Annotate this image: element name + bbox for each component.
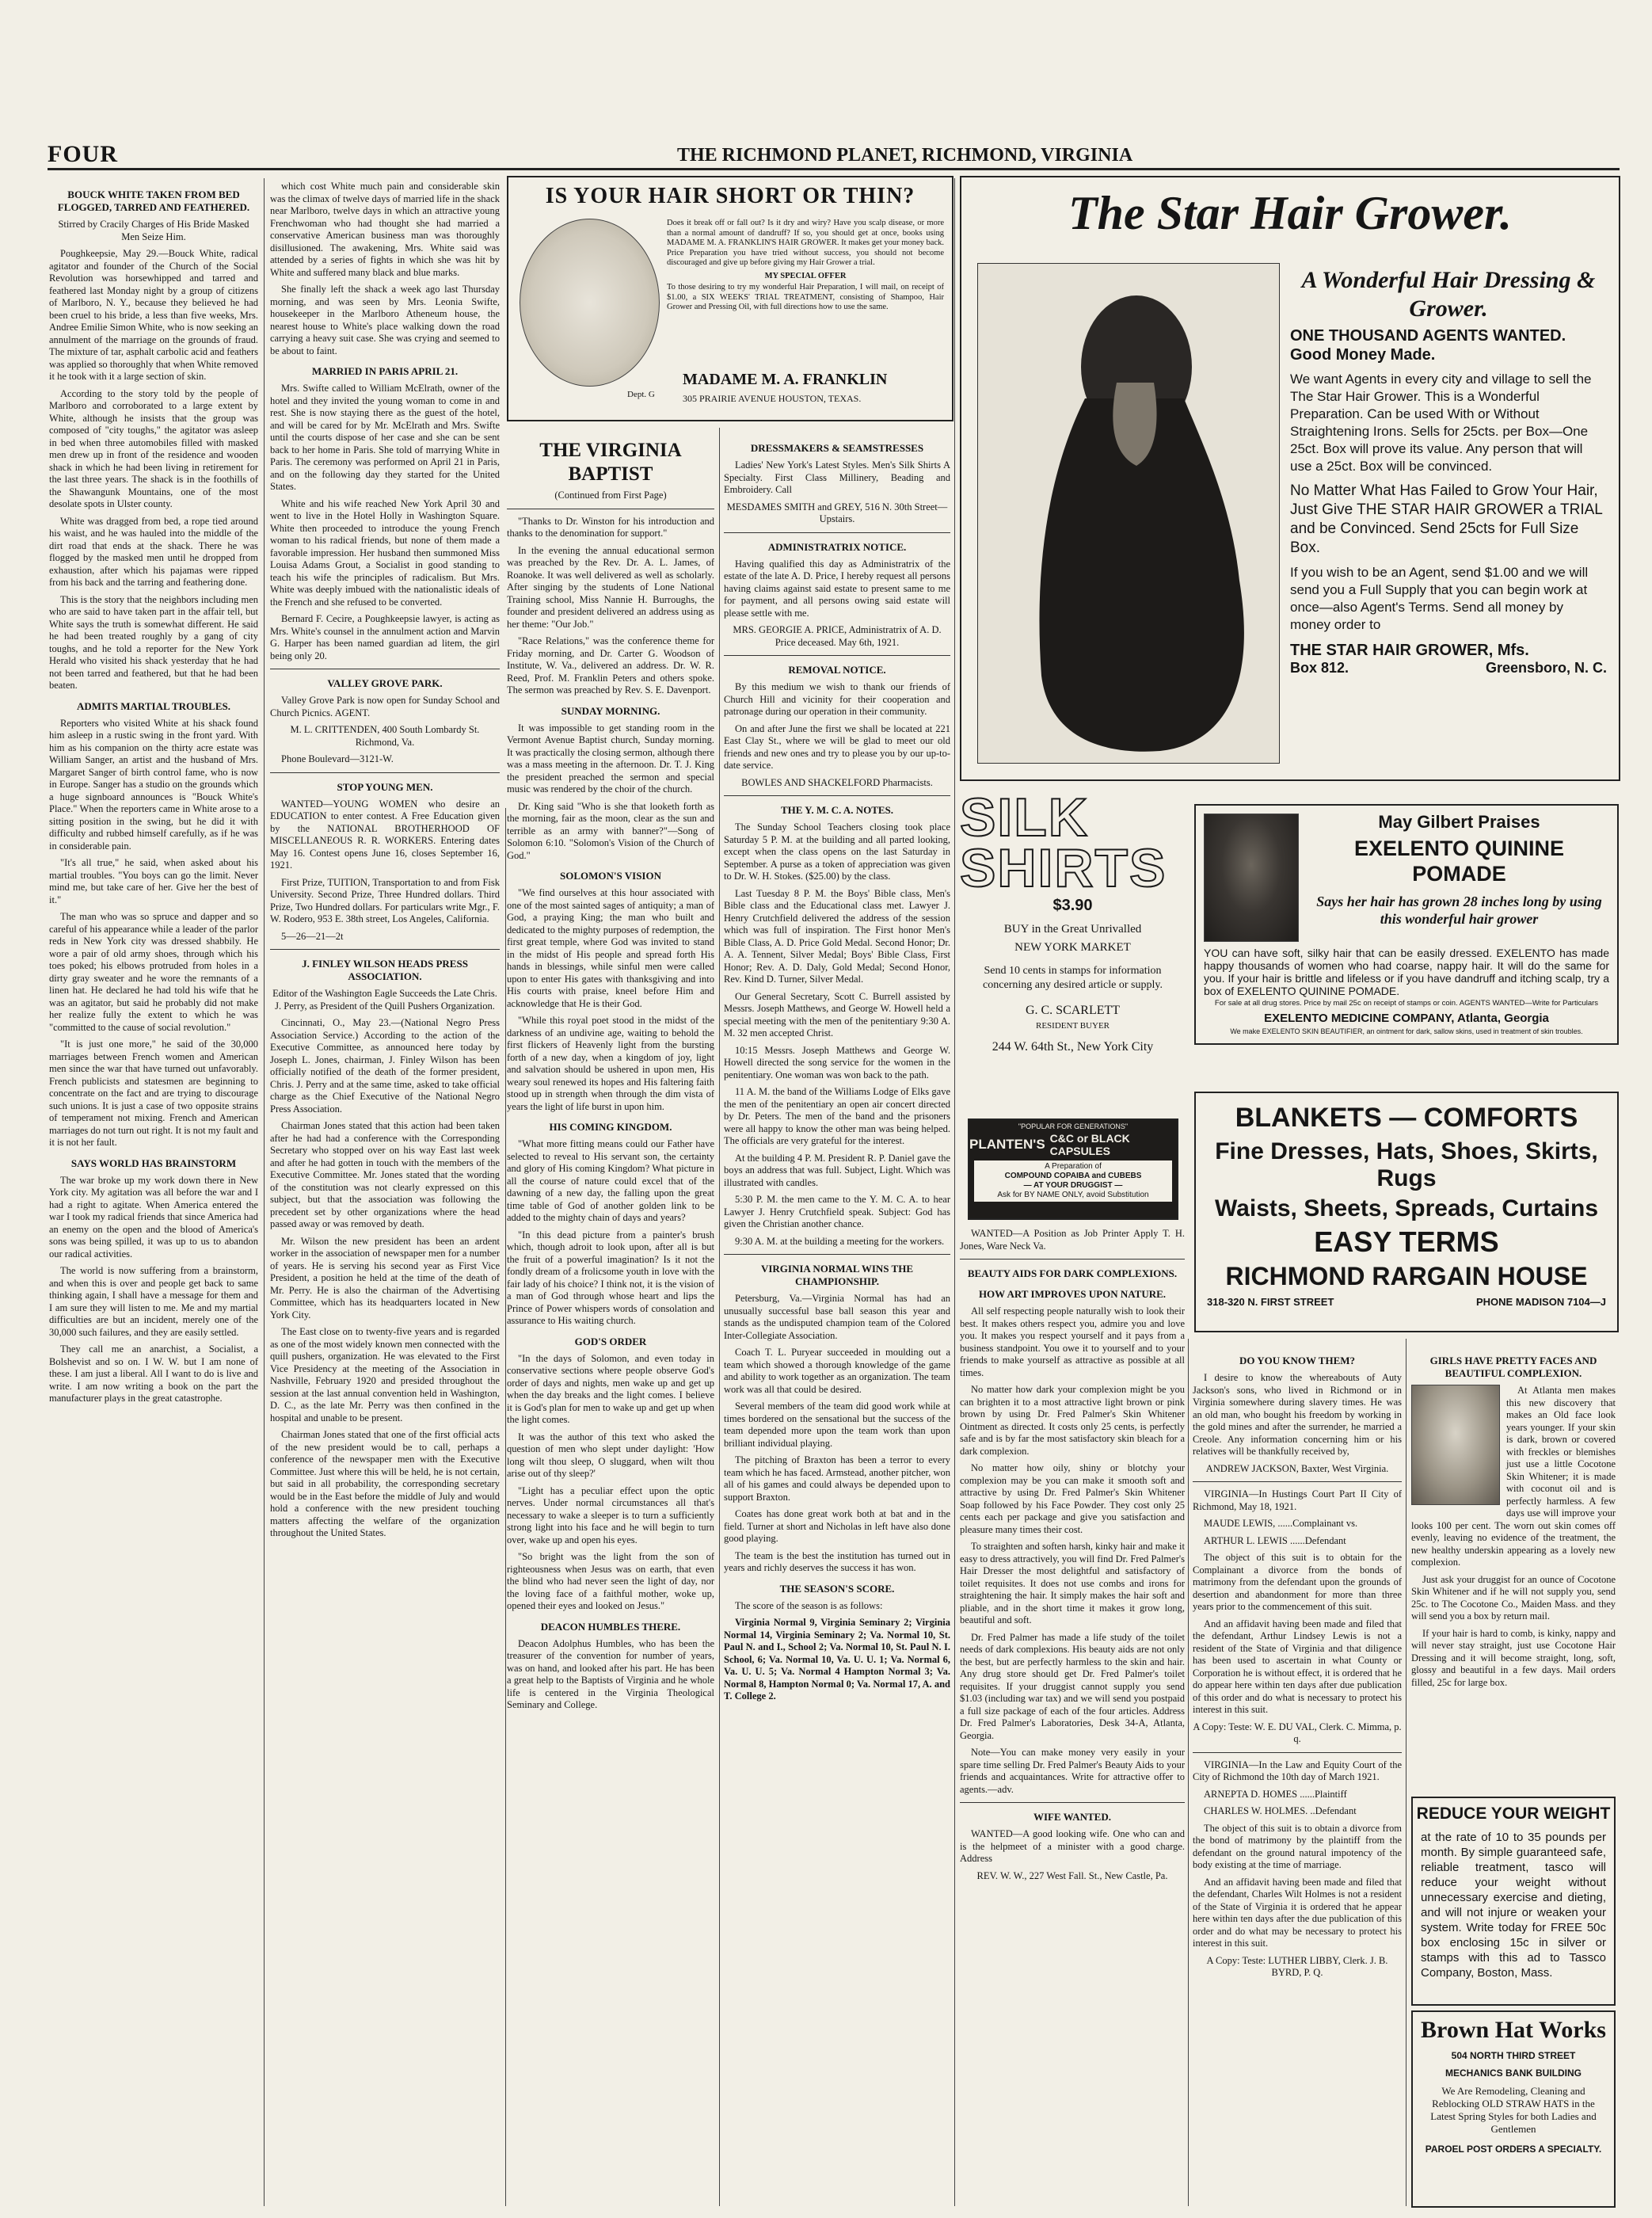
article-paragraph: 5:30 P. M. the men came to the Y. M. C. A. to hear Lawyer J. Henry Crutchfield speak. Subject: God has given the Christian another chance. bbox=[724, 1194, 950, 1229]
cocotone-ad bbox=[1411, 1347, 1616, 1790]
hair-short-ad bbox=[507, 176, 954, 421]
legal-signature: A Copy: Teste: LUTHER LIBBY, Clerk. J. B. BYRD, P. Q. bbox=[1206, 1954, 1388, 1978]
ad-line: Waists, Sheets, Spreads, Curtains bbox=[1214, 1195, 1599, 1221]
legal-notice: VIRGINIA—In the Law and Equity Court of the City of Richmond the 10th day of March 1921. bbox=[1193, 1759, 1402, 1782]
section-heading: BEAUTY AIDS FOR DARK COMPLEXIONS. bbox=[967, 1267, 1178, 1279]
section-heading: HIS COMING KINGDOM. bbox=[549, 1121, 672, 1133]
article-paragraph: Several members of the team did good work while at times bordered on the sensational but the success of the team depended more upon the team work than upon brilliant individual playing. bbox=[724, 1401, 950, 1449]
article-paragraph: "Thanks to Dr. Winston for his introduction and thanks to the denomination for support." bbox=[507, 515, 714, 539]
divider bbox=[960, 1802, 1185, 1803]
article-paragraph: In the evening the annual educational sermon was preached by the Rev. Dr. A. L. James, of Roanoke. It was well delivered as well as scholarly. After singing by the students of Lone National Training school, Miss Nannie H. Burroughs, the founder and president delivered an address using as her theme: "Our Job." bbox=[507, 544, 714, 630]
section-heading: ADMINISTRATRIX NOTICE. bbox=[767, 540, 907, 553]
article-paragraph: 10:15 Messrs. Joseph Matthews and George W. Howell directed the song service for the women in the penitentiary. One woman was won back to the path. bbox=[724, 1044, 950, 1080]
portrait-photo bbox=[1411, 1385, 1500, 1505]
ad-line: Fine Dresses, Hats, Shoes, Skirts, Rugs bbox=[1215, 1138, 1598, 1191]
page-number: FOUR bbox=[48, 141, 118, 167]
section-heading: SAYS WORLD HAS BRAINSTORM bbox=[70, 1157, 237, 1169]
column-rule bbox=[264, 178, 265, 2206]
article-paragraph: The team is the best the institution has turned out in years and richly deserves the success it has won. bbox=[724, 1549, 950, 1573]
notice-signature: REV. W. W., 227 West Fall. St., New Castle, Pa. bbox=[976, 1869, 1168, 1881]
article-paragraph: No matter how oily, shiny or blotchy your complexion may be you can make it smooth soft and attractive by using Dr. Fred Palmer's Skin Whitener Soap followed by his Face Powder. They cost only 25 cents each per package and give you satisfaction and pleasure many times their cost. bbox=[960, 1462, 1185, 1535]
column-3 bbox=[507, 434, 714, 2208]
section-heading: DEACON HUMBLES THERE. bbox=[540, 1620, 681, 1633]
article-paragraph: Dr. Fred Palmer has made a life study of the toilet needs of dark complexions. His beauty aids are not only the best, but are perfectly harmless to the skin and hair. Any drug store should get Dr. Fred Palmer's toilet requisites. If your druggist cannot supply you send $1.03 (including war tax) and we will send you postpaid a full size package of each of the four articles. Address Dr. Fred Palmer's Laboratories, Desk 34-A, Atlanta, Georgia. bbox=[960, 1631, 1185, 1741]
ad-line: NEW YORK MARKET bbox=[1014, 941, 1131, 954]
article-paragraph: Reporters who visited White at his shack found him asleep in a rustic swing in the front yard. With him as his companion on the thirty acre estate was William Sanger, an artist and the husband of Mrs. Margaret Sanger of birth control fame, who is now in Europe. Sanger has a studio on the grounds which a huge signboard announces is "Bouck White's Place." When the reporters came in White arose to a sitting position in the swing, but he did it with difficulty and rubbed himself carefully, as if he was in considerable pain. bbox=[49, 717, 258, 852]
ad-quote: Says her hair has grown 28 inches long by using this wonderful hair grower bbox=[1316, 894, 1602, 927]
article-paragraph: Our General Secretary, Scott C. Burrell assisted by Messrs. Joseph Matthews, and George W. Howell held a special meeting with the men of the penitentiary 9:30 A. M. 32 men accepted Christ. bbox=[724, 990, 950, 1038]
legal-notice: The object of this suit is to obtain for the Complainant a divorce from the bonds of matrimony from the defendant upon the grounds of desertion and abandonment for more than three years prior to the commencement of this suit. bbox=[1193, 1552, 1402, 1612]
continuation-note: (Continued from First Page) bbox=[554, 490, 667, 501]
ad-subhead: A Wonderful Hair Dressing & Grower. bbox=[1301, 267, 1596, 322]
ad-paragraph: At Atlanta men makes this new discovery that makes an Old face look years younger. If your skin is dark, brown or covered with freckles or blemishes just use a little Cocotone Skin Whitener; it is made with coconut oil and is perfectly harmless. A few days use will improve your looks 100 per cent. The worn out skin comes off evenly, leaving no evidence of the treatment, the new healthy underskin appearing as a lovely new complexion. bbox=[1411, 1385, 1616, 1568]
section-heading: DRESSMAKERS & SEAMSTRESSES bbox=[750, 442, 924, 454]
article-paragraph: Bernard F. Cecire, a Poughkeepsie lawyer, is acting as Mrs. White's counsel in the annulment action and Marvin G. Harper has been named guardian ad litem, the girl being only 20. bbox=[270, 613, 500, 661]
ad-copy bbox=[1290, 266, 1607, 676]
section-heading: GOD'S ORDER bbox=[574, 1335, 647, 1347]
ad-building: MECHANICS BANK BUILDING bbox=[1445, 2067, 1582, 2079]
section-heading: THE SEASON'S SCORE. bbox=[779, 1582, 895, 1595]
article-paragraph: They call me an anarchist, a Socialist, a Bolshevist and so on. I W. W. but I am none of these. I am just a liberal. All I want to do is live and write. I am now writing a book on the part the manufacturer plays in the great catastrophe. bbox=[49, 1343, 258, 1404]
column-4 bbox=[724, 434, 950, 2208]
ad-headline: IS YOUR HAIR SHORT OR THIN? bbox=[545, 184, 915, 208]
article-paragraph: Mrs. Swifte called to William McElrath, owner of the hotel and they invited the young woman to come in and rest. She is now staying there as the guest of the hotel, and will be cared for by Mr. McElrath and Mrs. Swifte until the courts dispose of her case and she can be sent back to her home in Paris. She told of marrying White in Paris. The ceremony was performed on April 21 in Paris, and on the following day they started for the United States. bbox=[270, 383, 500, 492]
exelento-pomade-ad bbox=[1194, 804, 1619, 1045]
ad-line: A Preparation of bbox=[1045, 1162, 1102, 1171]
ad-address: 504 NORTH THIRD STREET bbox=[1451, 2050, 1576, 2061]
paper-title: THE RICHMOND PLANET, RICHMOND, VIRGINIA bbox=[677, 145, 1133, 166]
article-paragraph: 11 A. M. the band of the Williams Lodge of Elks gave the men of the penitentiary an open air concert directed by Dr. Peters. The men of the band and the prisoners were all happy to know the other man was being helped. The officials are very grateful for the interest. bbox=[724, 1086, 950, 1146]
article-paragraph: Deacon Adolphus Humbles, who has been the treasurer of the convention for number of years, was on hand, and looked after his part. He has been a great help to the Baptists of Virginia and he whole life is centered in the Virginia Theological Seminary and College. bbox=[507, 1637, 714, 1710]
article-paragraph: The world is now suffering from a brainstorm, and when this is over and people get back to same thinking again, I shall have a message for them and I am sure they will listen to me. Me and my martial difficulties are but an incident, merely one of the 30,000 such failures, and they are easily settled. bbox=[49, 1265, 258, 1338]
ad-caption: Dept. G bbox=[627, 390, 655, 399]
ad-body: We Are Remodeling, Cleaning and Reblocking OLD STRAW HATS in the Latest Spring Styles for both Ladies and Gentlemen bbox=[1430, 2085, 1597, 2135]
article-paragraph: It was impossible to get standing room in the Vermont Avenue Baptist church, Sunday morning. It was practically the closing sermon, although there was a mass meeting in the afternoon. Dr. T. J. King the president preached the sermon and special music was rendered by the choir of the church. bbox=[507, 722, 714, 795]
portrait-photo bbox=[1204, 814, 1299, 942]
ad-paragraph: If you wish to be an Agent, send $1.00 and we will send you a Full Supply that you can begin work at once—also Agent's Terms. Send all money by money order to bbox=[1290, 565, 1589, 632]
ad-company: RICHMOND RARGAIN HOUSE bbox=[1225, 1262, 1588, 1290]
article-paragraph: This is the story that the neighbors including men who are said to have taken part in the affair tell, but White says the truth is somewhat different. He said he had been treated roughly by a gang of city toughs, and he told a reporter for the New York Herald who visited his shack yesterday that he had not been tarred and feathered, but that he had been beaten. bbox=[49, 593, 258, 691]
legal-notice: And an affidavit having been made and filed that the defendant, Charles Wilt Holmes is not a resident of the State of Virginia it is ordered that he appear here within ten days after the due publication of this order and do what may be necessary to protect his interest in this suit. bbox=[1193, 1876, 1402, 1949]
legal-notice: VIRGINIA—In Hustings Court Part II City of Richmond, May 18, 1921. bbox=[1193, 1488, 1402, 1512]
divider bbox=[960, 1259, 1185, 1260]
section-heading: SOLOMON'S VISION bbox=[560, 870, 661, 882]
column-rule bbox=[505, 808, 506, 2206]
article-paragraph: 9:30 A. M. at the building a meeting for the workers. bbox=[735, 1235, 945, 1247]
article-paragraph: The score of the season is as follows: bbox=[735, 1599, 883, 1611]
article-paragraph: The Sunday School Teachers closing took place Saturday 5 P. M. at the building and all parted looking, except when the class opens on the last Saturday in September. A purse as a token of appreciation was given to Dr. W. H. Stokes. ($25.00) by the class. bbox=[724, 821, 950, 882]
ad-body: at the rate of 10 to 35 pounds per month. By simple guaranteed safe, reliable treatment, tasco will reduce your weight without unnecessary exercise and dieting, and will not injure or weaken your system. Write today for FREE 50c box enclosing 15c in silver or stamps with this ad to Tassco Company, Boston, Mass. bbox=[1421, 1831, 1606, 1980]
ad-header bbox=[1307, 812, 1612, 928]
article-paragraph: Note—You can make money very easily in your spare time selling Dr. Fred Palmer's Beauty Aids to your friends and acquaintances. Write for attractive offer to agents.—adv. bbox=[960, 1747, 1185, 1795]
article-paragraph: The East close on to twenty-five years and is regarded as one of the most widely known men connected with the quill pushers, organization. He was elevated to the First Vice Presidency at the meeting of the Association in Nashville, February 1920 and presided throughout the session at the last annual convention held in Washington, D. C., as the late Mr. Perry was then confined in the hospital and unable to be present. bbox=[270, 1326, 500, 1423]
section-heading: WIFE WANTED. bbox=[1033, 1811, 1111, 1823]
ad-headline: SILK SHIRTS bbox=[960, 787, 1167, 898]
legal-party: MAUDE LEWIS, ......Complainant vs. bbox=[1204, 1518, 1358, 1529]
section-heading: THE Y. M. C. A. NOTES. bbox=[780, 804, 894, 816]
article-paragraph: White was dragged from bed, a rope tied around his waist, and he was hauled into the middle of the dirt road that ends at the shack. There he was flogged by the masked men until he dropped from exhaustion, after which his pajamas were ripped from his back and the tarring and feathering done. bbox=[49, 515, 258, 588]
column-rule bbox=[1188, 1339, 1189, 2206]
ad-address: 318-320 N. FIRST STREET bbox=[1207, 1296, 1334, 1308]
notice-paragraph: Ladies' New York's Latest Styles. Men's Silk Shirts A Specialty. First Class Millinery, Beading and Embroidery. Call bbox=[724, 459, 950, 495]
article-paragraph: All self respecting people naturally wish to look their best. It makes others respect you, admire you and love you. It makes you respect yourself and it pays from a business standpoint. You owe it to yourself and to your friends to make yourself as attractive as possible at all times. bbox=[960, 1305, 1185, 1378]
legal-party: CHARLES W. HOLMES. ..Defendant bbox=[1204, 1805, 1357, 1816]
column-rule bbox=[954, 178, 955, 2206]
ad-line: Send 10 cents in stamps for information concerning any desired article or supply. bbox=[983, 965, 1163, 991]
article-paragraph: "What more fitting means could our Father have selected to reveal to His servant son, the certainty and glory of His coming Kingdom? What picture in all the course of nature could excel that of the dawning of a new day, the falling upon the great time table of God of another golden link to be added to the mighty chain of days and years? bbox=[507, 1138, 714, 1223]
notice-signature: MRS. GEORGIE A. PRICE, Administratrix of A. D. Price deceased. May 6th, 1921. bbox=[733, 624, 942, 648]
column-6 bbox=[1193, 1347, 1402, 2206]
ad-top: May Gilbert Praises bbox=[1378, 812, 1540, 832]
ad-foot: PAROEL POST ORDERS A SPECIALTY. bbox=[1425, 2144, 1602, 2155]
ad-address-line bbox=[1290, 660, 1607, 676]
article-paragraph: The man who was so spruce and dapper and so careful of his appearance while a leader of the parlor reds in New York city was dressed shabbily. He wore a pair of old army shoes, through which his toes poked; his elbows protruded from holes in a dirty gray sweater and he wore the remnants of a linen hat. He declared he had told his wife that he was an agitator, but said he probably did not make her realize fully the extent to which he was "committed to the cause of social revolution." bbox=[49, 911, 258, 1033]
legal-notice: And an affidavit having been made and filed that the defendant, Arthur Lindsey Lewis is not a resident of the State of Virginia and that diligence has been used to ascertain in what County or Corporation he is without effect, it is ordered that he do appear here within ten days after due publication of this order and do what is necessary to protect his interest in this suit. bbox=[1193, 1618, 1402, 1715]
article-paragraph: The war broke up my work down there in New York city. My agitation was all before the war and I had a right to agitate. When America entered the war I took my radical friends that since America had an enemy on the open and the blood of America's sons was being spilled, it was up to us to abandon our radical activities. bbox=[49, 1174, 258, 1260]
ad-line: Ask for BY NAME ONLY, avoid Substitution bbox=[997, 1191, 1149, 1199]
ad-address: 305 PRAIRIE AVENUE HOUSTON, TEXAS. bbox=[683, 393, 862, 404]
article-paragraph: She finally left the shack a week ago last Thursday morning, and was seen by Mrs. Leonia Swifte, housekeeper in the Marlboro Atheneum house, the nearest house to White's place walking down the road carrying a heavy suit case. She was crying and seemed to be about to faint. bbox=[270, 284, 500, 356]
hair-photo bbox=[977, 263, 1280, 764]
divider bbox=[270, 949, 500, 950]
silk-shirts-ad bbox=[960, 787, 1186, 1125]
notice-paragraph: Having qualified this day as Administratrix of the estate of the late A. D. Price, I hereby request all persons having claims against said estate to present same to me for payment, and all persons owing said estate will please settle with me. bbox=[724, 558, 950, 619]
article-paragraph: Chairman Jones stated that this action had been taken after he had had a conference with the Corresponding Secretary who stopped over on his way East last week and after he had gotten in touch with the members of the Executive Committee. Mr. Jones stated that the wording of the constitution was not clearly expressed on this subject, but that the association was following the precedent set by other organizations where the head passed away or was removed by death. bbox=[270, 1120, 500, 1229]
legal-party: ARNEPTA D. HOMES ......Plaintiff bbox=[1204, 1788, 1347, 1800]
ad-body: YOU can have soft, silky hair that can be easily dressed. EXELENTO has made happy thousands of women who had coarse, nappy hair. It will do the same for you. If your hair is brittle and lifeless or if you have dandruff and itching scalp, try a box of EXELENTO QUININE POMADE. bbox=[1204, 947, 1609, 997]
article-paragraph: Dr. King said "Who is she that looketh forth as the morning, fair as the moon, clear as the sun and terrible as an army with banner?"—Song of Solomon 6:10. "Solomon's Vision of the Church of God." bbox=[507, 800, 714, 861]
divider bbox=[724, 1254, 950, 1255]
notice-paragraph: First Prize, TUITION, Transportation to and from Fisk University. Second Prize, Three Hundred dollars. Third Prize, Two Hundred dollars. For particulars write Mgr., F. W. Rodero, 953 E. 38th street, Los Angeles, California. bbox=[270, 876, 500, 924]
ad-name: G. C. SCARLETT bbox=[1025, 1004, 1121, 1017]
notice-paragraph: Valley Grove Park is now open for Sunday School and Church Picnics. AGENT. bbox=[270, 695, 500, 718]
ad-headline: EXELENTO QUININE POMADE bbox=[1353, 837, 1565, 886]
divider bbox=[1193, 1481, 1402, 1482]
ad-line: EASY TERMS bbox=[1314, 1225, 1499, 1258]
notice-signature: MESDAMES SMITH and GREY, 516 N. 30th Street—Upstairs. bbox=[726, 501, 948, 524]
article-paragraph: "In this dead picture from a painter's brush which, though adroit to look upon, after all is but the fruit of a powerful imagination? Is it not the fondly dream of a frolicsome youth in love with the fair lady of his choice? I think not, it is the vision of a man of God through whose heart and lips the Prince of Power whispers words of consolation and assurance to His waiting church. bbox=[507, 1229, 714, 1326]
virginia-baptist-masthead: THE VIRGINIA BAPTIST bbox=[539, 440, 682, 485]
ad-paragraph: No Matter What Has Failed to Grow Your Hair, Just Give THE STAR HAIR GROWER a TRIAL and be Convinced. Send 25cts for Full Size Box. bbox=[1290, 482, 1603, 556]
section-heading: MARRIED IN PARIS APRIL 21. bbox=[311, 365, 459, 377]
article-subhead: Stirred by Cracily Charges of His Bride Masked Men Seize Him. bbox=[58, 219, 249, 242]
section-heading: STOP YOUNG MEN. bbox=[337, 780, 433, 793]
notice-paragraph: WANTED—A good looking wife. One who can and is the helpmeet of a minister with a good charge. Address bbox=[960, 1828, 1185, 1864]
notice-paragraph: By this medium we wish to thank our friends of Church Hill and vicinity for their cooperation and patronage during our operation in their community. bbox=[724, 681, 950, 717]
article-subhead: Editor of the Washington Eagle Succeeds the Late Chris. J. Perry, as President of the Quill Pushers Organization. bbox=[272, 988, 497, 1012]
section-heading: J. FINLEY WILSON HEADS PRESS ASSOCIATION. bbox=[302, 958, 468, 982]
article-paragraph: Poughkeepsie, May 29.—Bouck White, radical agitator and founder of the Church of the Social Revolution was horsewhipped and tarred and feathered last Monday night by a group of citizens of Marlboro, N. Y., because they believed he had been cruel to his bride, a less than five weeks, Mrs. Andree Emilie Simon White, who is now seeking an annulment of the marriage on the grounds of fraud. The mixture of tar, asphalt carbolic acid and feathers was applied so thoroughly that when White removed it he took with it a large section of skin. bbox=[49, 248, 258, 382]
page-masthead bbox=[48, 133, 1620, 170]
section-heading: VALLEY GROVE PARK. bbox=[327, 677, 443, 689]
section-heading: DO YOU KNOW THEM? bbox=[1239, 1355, 1356, 1366]
ad-subhead-agents: ONE THOUSAND AGENTS WANTED. Good Money Made. bbox=[1290, 327, 1566, 364]
article-paragraph: Coates has done great work both at bat and in the field. Turner at short and Nicholas in left have also done good playing. bbox=[724, 1508, 950, 1544]
article-paragraph: No matter how dark your complexion might be you can brighten it to a most attractive light brown or pink brown by using Dr. Fred Palmer's Skin Whitener Ointment as directed. It costs only 25 cents, is perfectly safe and is by far the most satisfactory skin bleach for a dark complexion. bbox=[960, 1384, 1185, 1457]
article-paragraph: which cost White much pain and considerable skin was the climax of twelve days of married life in the shack near Marlboro, twelve days in which an attractive young Frenchwoman who had thought she had married a conservative American business man was thoroughly disillusioned. The awakening, Mrs. White said was attended by a series of fights in which she was hit by White and suffered many black and blue marks. bbox=[270, 181, 500, 278]
notice-signature: BOWLES AND SHACKELFORD Pharmacists. bbox=[741, 776, 933, 788]
legal-notice: The object of this suit is to obtain a divorce from the bond of matrimony by the plaintiff from the defendant on the ground natural impotency of the body existing at the time of marriage. bbox=[1193, 1822, 1402, 1870]
article-paragraph: Chairman Jones stated that one of the first official acts of the new president would be to call, perhaps a conference of the newspaper men with the Executive Committee. Just where this will be held, he is not certain, but said in all probability, the corresponding secretary would be in the East before the middle of July and would hold a conference with the new president touching matters affecting the welfare of the organization throughout the United States. bbox=[270, 1429, 500, 1538]
richmond-rargain-house-ad bbox=[1194, 1092, 1619, 1332]
column-2 bbox=[270, 181, 500, 2208]
divider bbox=[724, 532, 950, 533]
article-headline: BOUCK WHITE TAKEN FROM BED FLOGGED, TARRED AND FEATHERED. bbox=[57, 189, 250, 213]
divider bbox=[1193, 1752, 1402, 1753]
article-paragraph: Mr. Wilson the new president has been an ardent worker in the association of newspaper men for a number of years. He is serving his second year as First Vice President, a position he held at the time of the death of Mr. Perry. He is also the chairman of the Advertising Committee, which has its headquarters located in New York City. bbox=[270, 1235, 500, 1321]
section-heading: SUNDAY MORNING. bbox=[561, 704, 660, 717]
notice-paragraph: WANTED—A Position as Job Printer Apply T. H. Jones, Ware Neck Va. bbox=[960, 1228, 1185, 1252]
ad-phone: PHONE MADISON 7104—J bbox=[1476, 1296, 1606, 1308]
ad-line: BUY in the Great Unrivalled bbox=[1003, 923, 1142, 936]
article-paragraph: "It is just one more," he said of the 30,000 marriages between French women and American men since the war that have turned out unfavorably. French publicists and statesmen are beginning to concentrate on the fact and are trying to discourage such unions. It is just a case of two opposite strains of temperament not mixing. French and American marriages do not turn out right. It is not my fault and it is not her fault. bbox=[49, 1038, 258, 1148]
section-subheading: HOW ART IMPROVES UPON NATURE. bbox=[978, 1288, 1167, 1300]
article-paragraph: "So bright was the light from the son of righteousness when Jesus was on earth, that even the blind who had never seen the light of day, nor the loving face of a faithful mother, woke up, opened their eyes and looked on Jesus." bbox=[507, 1551, 714, 1611]
article-paragraph: "It's all true," he said, when asked about his martial troubles. "You boys can go the limit. Never mind me, but take care of her. Give her the best of it." bbox=[49, 857, 258, 905]
column-1 bbox=[49, 181, 258, 2208]
ad-product: C&C or BLACK CAPSULES bbox=[1049, 1132, 1130, 1157]
article-paragraph: "While this royal poet stood in the midst of the darkness of an undivine age, waiting to behold the first flickers of Heavenly light from the bursting forth of a new day, when a kingdom of joy, light and salvation should be ushered in upon men, His weary soul renewed its hopes and His faltering faith stood up in strength when through the dim vista of years the light of life burst in upon him. bbox=[507, 1015, 714, 1112]
ad-line: — AT YOUR DRUGGIST — bbox=[1023, 1181, 1123, 1190]
article-paragraph: "Light has a peculiar effect upon the optic nerves. Under normal circumstances all that's necessary to wake a sleeper is to turn a sufficiently strong light into his face and he will begin to turn over, wake up and open his eyes. bbox=[507, 1484, 714, 1545]
article-paragraph: It was the author of this text who asked the question of men who slept under daylight: 'How long wilt thou sleep, O sluggard, when wilt thou arise out of thy sleep?' bbox=[507, 1431, 714, 1479]
ad-title: RESIDENT BUYER bbox=[1036, 1021, 1110, 1031]
article-paragraph: Last Tuesday 8 P. M. the Boys' Bible class, Men's Bible class and the Educational class met. Lawyer J. Henry Crutchfield delivered the address of the session which was full of inspiration. The First honor Men's Bible Class, A. D. Price Gold Medal. Second Honor; Dr. A. A. Tennent, Silver Medal; Boys' Bible Class, First Honor; Rev. A. D. Daly, Gold Medal; Second Honor, Rev. Kind D. Turner, Silver Medal. bbox=[724, 887, 950, 985]
article-paragraph: White and his wife reached New York April 30 and went to live in the Hotel Holly in Washington Square. White then proceeded to introduce the young French woman to his radical friends, but none of them made a favorable impression. Her husband then summoned Miss Louisa Adams Grout, a Socialist in good standing to teach his wife the principles of radicalism. But Mrs. White was deeply imbued with the nationalistic ideals of the French and she refused to be converted. bbox=[270, 497, 500, 608]
ad-price: $3.90 bbox=[1052, 897, 1093, 914]
ad-contact-row bbox=[1196, 1291, 1617, 1308]
ad-top: "POPULAR FOR GENERATIONS" bbox=[1018, 1122, 1129, 1130]
section-heading: REMOVAL NOTICE. bbox=[788, 664, 886, 676]
notice-paragraph: WANTED—YOUNG WOMEN who desire an EDUCATION to enter contest. A Free Education given by the NATIONAL BROTHERHOOD OF MISCELLANEOUS R. R. WORKERS. Entering dates May 16. Contest opens June 16, closes September 16, 1921. bbox=[270, 798, 500, 871]
article-paragraph: At the building 4 P. M. President R. P. Daniel gave the boys an address that was full. Subject, Light. Which was illustrated with candles. bbox=[724, 1152, 950, 1188]
notice-paragraph: I desire to know the whereabouts of Auty Jackson's sons, who lived in Richmond or in Virginia somewhere during slavery times. He was an old man, who bought his freedom by working in the gold mines and after the surrender, he married a Creole. Any information concerning him or his relatives will be thankfully received by, bbox=[1193, 1372, 1402, 1457]
divider bbox=[724, 655, 950, 656]
section-heading: VIRGINIA NORMAL WINS THE CHAMPIONSHIP. bbox=[760, 1263, 914, 1287]
ad-headline: GIRLS HAVE PRETTY FACES AND BEAUTIFUL COMPLEXION. bbox=[1429, 1355, 1597, 1379]
star-hair-grower-ad bbox=[960, 176, 1620, 781]
ad-line: BLANKETS — COMFORTS bbox=[1235, 1103, 1578, 1133]
legal-party: ARTHUR L. LEWIS ......Defendant bbox=[1204, 1534, 1346, 1546]
ad-body-text: Does it break off or fall out? Is it dry and wiry? Have you scalp disease, or more than a normal amount of dandruff? If so, you should get at once, books using MADAME M. A. FRANKLIN'S HAIR GROWER. It makes get your money back. Price Preparation you have tried without success, you should not become discouraged and give up before giving my Hair Grower a trial. bbox=[667, 219, 944, 267]
plantens-capsules-ad bbox=[968, 1119, 1178, 1220]
ad-company: THE STAR HAIR GROWER, Mfs. bbox=[1290, 642, 1529, 659]
ad-city: Greensboro, N. C. bbox=[1485, 660, 1607, 676]
woman-silhouette-icon bbox=[978, 264, 1279, 763]
notice-paragraph: On and after June the first we shall be located at 221 East Clay St., where we will be glad to meet our old friends and new ones and try to please you by our up-to-date service. bbox=[724, 722, 950, 771]
ad-paragraph: If your hair is hard to comb, is kinky, nappy and will never stay straight, just use Cocotone Hair Dressing and it will become straight, long, soft, glossy and beautiful in a few days. Mail orders filled, 25c for large box. bbox=[1411, 1627, 1616, 1688]
article-paragraph: "We find ourselves at this hour associated with one of the most sainted sages of antiquity; a man of God, a praying King; the man who built and dedicated to the mighty purposes of redemption, the first great temple, where God was invited to stand in the midst of His people and spread forth His hands in blessings, while sinful men were called upon to enter His gates with thanksgiving and into His courts with praise, kneel before Him and acknowledge that He is their God. bbox=[507, 887, 714, 1009]
article-paragraph: Coach T. L. Puryear succeeded in moulding out a team which showed a thorough knowledge of the game and ability to work together as an organization. The team work was all that could be desired. bbox=[724, 1347, 950, 1395]
article-paragraph: Petersburg, Va.—Virginia Normal has had an unusually successful base ball season this year and stands as the undisputed champion team of the Colored Inter-Collegiate Association. bbox=[724, 1293, 950, 1341]
ad-offer-title: MY SPECIAL OFFER bbox=[764, 271, 847, 280]
ad-line: COMPOUND COPAIBA and CUBEBS bbox=[1004, 1172, 1142, 1180]
legal-signature: A Copy: Teste: W. E. DU VAL, Clerk. C. Mimma, p. q. bbox=[1193, 1721, 1402, 1744]
ad-panel bbox=[974, 1160, 1172, 1202]
ad-foot: We make EXELENTO SKIN BEAUTIFIER, an ointment for dark, sallow skins, used in treatment of skin troubles. bbox=[1230, 1027, 1583, 1035]
ad-headline: The Star Hair Grower. bbox=[1068, 187, 1513, 239]
ad-small: For sale at all drug stores. Price by mail 25c on receipt of stamps or coin. AGENTS WANTED—Write for Particulars bbox=[1214, 999, 1599, 1008]
section-heading: ADMITS MARTIAL TROUBLES. bbox=[77, 699, 230, 712]
portrait-oval bbox=[520, 219, 660, 387]
ad-company: EXELENTO MEDICINE COMPANY, Atlanta, Georgia bbox=[1264, 1012, 1549, 1025]
ad-headline: Brown Hat Works bbox=[1421, 2017, 1606, 2043]
ad-address: 244 W. 64th St., New York City bbox=[992, 1040, 1154, 1054]
article-paragraph: Cincinnati, O., May 23.—(National Negro Press Association Service.) According to the action of the Executive Committee, as announced here today by Joseph L. Jones, chairman, J. Finley Wilson has been officially notified of the death of the former president, Chris. J. Perry and at the same time, asked to take official charge as the Chief Executive of the National Negro Press Association. bbox=[270, 1017, 500, 1115]
ad-brand-row bbox=[969, 1132, 1177, 1157]
divider bbox=[724, 795, 950, 796]
ad-paragraph: Just ask your druggist for an ounce of Cocotone Skin Whitener and if he will not supply you, send 25c. to The Cocotone Co., Maiden Mass. and they will send you a box by return mail. bbox=[1411, 1573, 1616, 1622]
divider bbox=[270, 772, 500, 773]
brown-hat-works-ad bbox=[1411, 2010, 1616, 2208]
ad-headline: REDUCE YOUR WEIGHT bbox=[1416, 1805, 1611, 1823]
article-paragraph: "In the days of Solomon, and even today in conservative sections where people observe God's order of days and nights, men wake up and get up when the day breaks and the light comes. I believe it is God's plan for men to wake up and get up when the light comes. bbox=[507, 1352, 714, 1425]
notice-signature: M. L. CRITTENDEN, 400 South Lombardy St. Richmond, Va. bbox=[290, 724, 480, 748]
column-rule bbox=[719, 428, 720, 2206]
article-paragraph: The pitching of Braxton has been a terror to every team which he has faced. Armstead, another pitcher, won all of his games and could always be depended upon to support Braxton. bbox=[724, 1454, 950, 1503]
notice-phone: Phone Boulevard—3121-W. bbox=[281, 753, 394, 764]
article-paragraph: According to the story told by the people of Marlboro and corroborated to a large extent by White, although he insists that the group was composed of "city toughs," the agitator was asleep in bed when three automobiles filled with masked men drew up in front of the residence and wooden shack in which he had been living in retirement for the last three years. The shack is in the foothills of the Shawangunk Mountains, one of the most desolate spots in Ulster county. bbox=[49, 387, 258, 509]
score-list: Virginia Normal 9, Virginia Seminary 2; Virginia Normal 14, Virginia Seminary 2; Va. Normal 10, St. Paul N. and I., School 2; Va. Normal 10, St. Paul N. I. School, 6; Va. Normal 10, Va. U. U. 1; Va. Normal 6, Va. U. U. 5; Va. Normal 4 Hampton Normal 3; Va. Normal 8, Hampton Normal 0; Va. Normal 17, A. and T. College 2. bbox=[724, 1617, 950, 1702]
article-paragraph: "Race Relations," was the conference theme for Friday morning, and Dr. Carter G. Woodson of Institute, W. Va., delivered an address. Dr. W. R. Reed, Prof. M. Franklin Peters and others spoke. The sermon was preached by Rev. S. E. Davenport. bbox=[507, 635, 714, 696]
article-paragraph: To straighten and soften harsh, kinky hair and make it easy to dress attractively, you will find Dr. Fred Palmer's Hair Dresser the most delightful and satisfactory of toilet requisites. It does not use combs and irons for straightening the hair. It simply makes the hair soft and pliable, and in the short time it makes it grow long, beautiful and soft. bbox=[960, 1541, 1185, 1625]
notice-signature: ANDREW JACKSON, Baxter, West Virginia. bbox=[1205, 1462, 1389, 1474]
ad-box: Box 812. bbox=[1290, 660, 1349, 676]
ad-paragraph: We want Agents in every city and village to sell the The Star Hair Grower. This is a Wonderful Preparation. Can be used With or Without Straightening Irons. Sells for 25cts. per Box—One 25ct. Box will prove its value. Any person that will use a 25ct. Box will be convinced. bbox=[1290, 372, 1592, 474]
reduce-weight-ad bbox=[1411, 1797, 1616, 2006]
notice-date: 5—26—21—2t bbox=[281, 930, 344, 942]
column-5 bbox=[960, 1228, 1185, 2206]
ad-offer-text: To those desiring to try my wonderful Hair Preparation, I will mail, on receipt of $1.00, a SIX WEEKS' TRIAL TREATMENT, consisting of Shampoo, Hair Grower and Pressing Oil, with full directions how to use the same. bbox=[667, 283, 944, 311]
ad-brand: PLANTEN'S bbox=[969, 1137, 1045, 1152]
ad-body bbox=[667, 219, 944, 313]
ad-name: MADAME M. A. FRANKLIN bbox=[683, 371, 888, 388]
